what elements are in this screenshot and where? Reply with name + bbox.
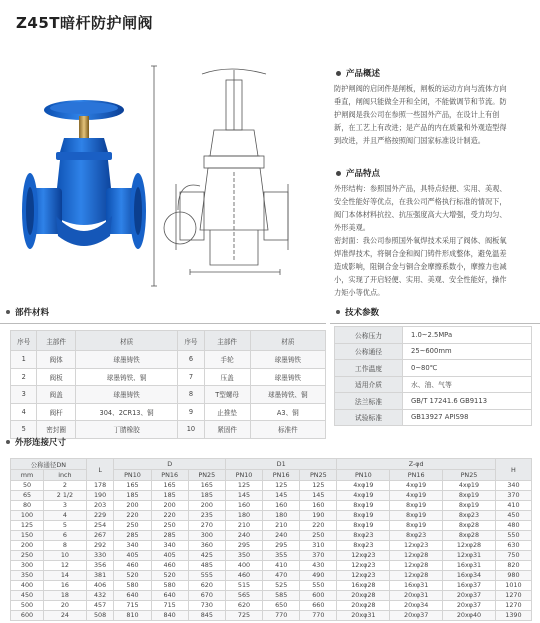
table-row: [11, 611, 532, 621]
table-cell: 3: [44, 501, 87, 511]
table-cell: 485: [188, 561, 225, 571]
table-cell: 8xφ19: [443, 491, 496, 501]
table-cell: 235: [188, 511, 225, 521]
table-cell: 4xφ19: [337, 481, 390, 491]
table-cell: 12xφ23: [337, 551, 390, 561]
table-cell: 355: [263, 551, 300, 561]
table-cell: 1.0~2.5MPa: [403, 327, 532, 344]
table-cell: 2 1/2: [44, 491, 87, 501]
table-cell: 650: [263, 601, 300, 611]
table-cell: 220: [114, 511, 151, 521]
bullet-icon: [6, 440, 10, 444]
table-cell: 200: [151, 501, 188, 511]
table-cell: 阀板: [37, 368, 76, 386]
table-row: [11, 511, 532, 521]
table-cell: 820: [495, 561, 531, 571]
table-cell: 730: [188, 601, 225, 611]
table-cell: 508: [86, 611, 114, 621]
table-cell: 550: [300, 581, 337, 591]
dims-section-bar: 外形连接尺寸: [0, 432, 540, 452]
table-cell: 8: [44, 541, 87, 551]
parts-section-bar: 部件材料: [0, 302, 326, 322]
table-cell: 手轮: [204, 351, 250, 369]
table-cell: 450: [11, 591, 44, 601]
table-cell: 125: [225, 481, 262, 491]
table-cell: 520: [151, 571, 188, 581]
table-cell: 185: [151, 491, 188, 501]
column-header: D1: [225, 459, 337, 470]
table-cell: 水、油、气等: [403, 376, 532, 393]
table-row: [11, 561, 532, 571]
table-cell: 工作温度: [335, 360, 403, 377]
table-cell: 295: [263, 541, 300, 551]
column-header: 序号: [178, 331, 204, 351]
table-cell: 330: [86, 551, 114, 561]
bullet-icon: [336, 310, 340, 314]
table-cell: 20xφ37: [443, 591, 496, 601]
table-cell: 125: [263, 481, 300, 491]
table-row: [335, 376, 532, 393]
table-cell: 980: [495, 571, 531, 581]
table-cell: 715: [151, 601, 188, 611]
table-cell: 660: [300, 601, 337, 611]
table-row: [11, 541, 532, 551]
table-cell: 725: [225, 611, 262, 621]
table-cell: 16xφ34: [443, 571, 496, 581]
table-cell: 300: [188, 531, 225, 541]
table-cell: 1390: [495, 611, 531, 621]
table-cell: 球墨铸铁: [75, 386, 177, 404]
table-cell: 8xφ19: [443, 501, 496, 511]
table-cell: 840: [151, 611, 188, 621]
table-cell: 8xφ19: [390, 521, 443, 531]
valve-drawing: [150, 60, 295, 292]
table-cell: 300: [11, 561, 44, 571]
column-header: mm: [11, 470, 44, 481]
table-cell: 160: [225, 501, 262, 511]
table-row: [11, 531, 532, 541]
table-cell: 525: [263, 581, 300, 591]
table-cell: 185: [114, 491, 151, 501]
table-cell: 240: [225, 531, 262, 541]
valve-photo: [20, 96, 148, 286]
table-cell: 845: [188, 611, 225, 621]
table-cell: 457: [86, 601, 114, 611]
table-cell: 150: [11, 531, 44, 541]
table-cell: 阀盖: [37, 386, 76, 404]
column-header: H: [495, 459, 531, 481]
table-cell: 295: [225, 541, 262, 551]
table-cell: 185: [188, 491, 225, 501]
table-cell: 180: [263, 511, 300, 521]
table-cell: 250: [114, 521, 151, 531]
table-cell: 565: [225, 591, 262, 601]
table-cell: 250: [300, 531, 337, 541]
table-cell: 405: [114, 551, 151, 561]
table-cell: 350: [11, 571, 44, 581]
table-cell: 4: [11, 403, 37, 421]
table-cell: 250: [151, 521, 188, 531]
table-cell: 580: [114, 581, 151, 591]
table-cell: 1270: [495, 591, 531, 601]
table-cell: 8xφ19: [390, 511, 443, 521]
table-cell: 356: [86, 561, 114, 571]
table-cell: 125: [300, 481, 337, 491]
table-cell: 430: [300, 561, 337, 571]
column-header: 序号: [11, 331, 37, 351]
table-cell: 50: [11, 481, 44, 491]
table-cell: 8xφ28: [443, 521, 496, 531]
table-row: [335, 327, 532, 344]
table-row: [11, 601, 532, 611]
table-cell: 5: [11, 421, 37, 439]
bullet-icon: [6, 310, 10, 314]
tech-section-bar: 技术参数: [330, 302, 540, 322]
table-cell: 480: [495, 521, 531, 531]
table-cell: 460: [225, 571, 262, 581]
table-cell: 12xφ31: [443, 551, 496, 561]
table-cell: 12xφ28: [390, 561, 443, 571]
table-cell: 190: [86, 491, 114, 501]
table-cell: 229: [86, 511, 114, 521]
table-cell: 292: [86, 541, 114, 551]
table-cell: 165: [151, 481, 188, 491]
table-cell: 6: [178, 351, 204, 369]
table-cell: 432: [86, 591, 114, 601]
table-cell: 2: [11, 368, 37, 386]
table-row: [11, 551, 532, 561]
table-cell: 200: [11, 541, 44, 551]
tech-table: [334, 326, 532, 426]
table-cell: 340: [151, 541, 188, 551]
table-row: [11, 491, 532, 501]
table-cell: 12xφ23: [337, 571, 390, 581]
table-cell: 340: [114, 541, 151, 551]
table-cell: 405: [151, 551, 188, 561]
table-cell: 640: [151, 591, 188, 601]
table-cell: 8xφ19: [390, 501, 443, 511]
table-cell: 20xφ28: [337, 601, 390, 611]
bullet-icon: [336, 171, 341, 176]
table-cell: 8xφ19: [337, 521, 390, 531]
table-cell: 585: [263, 591, 300, 601]
table-cell: 公称通径: [335, 343, 403, 360]
table-cell: 470: [263, 571, 300, 581]
column-header: 主部件: [204, 331, 250, 351]
table-cell: 220: [151, 511, 188, 521]
table-cell: 丁腈橡胶: [75, 421, 177, 439]
table-cell: 370: [495, 491, 531, 501]
table-cell: 20xφ28: [337, 591, 390, 601]
column-header: PN25: [300, 470, 337, 481]
table-cell: 425: [188, 551, 225, 561]
table-cell: 4xφ19: [443, 481, 496, 491]
column-header: 公称通径DN: [11, 459, 87, 470]
table-row: [11, 481, 532, 491]
features-text: 外形结构：参照国外产品，具特点轻便、实用、美观、 安全性能好等优点，在我公司严格执行标准的情况下， 阀门本体材料抗拉、抗压强度高大大增强，受力均匀、 外形美观。 密封面：我公司参照国外氧焊技术采用了阀体、阀板氧 焊准焊技术，将铜合金和阀门铸件形成整体，避免温差 造成影响，阻铜合金与铜合金摩擦系数小，摩擦力也减 小，实现了开启轻便、实用、美观、安全性能好，操作 力矩小等优点。: [334, 184, 507, 297]
table-cell: 210: [225, 521, 262, 531]
table-row: [11, 386, 326, 404]
dims-table: [10, 458, 532, 621]
table-cell: 1: [11, 351, 37, 369]
table-cell: 4xφ19: [390, 481, 443, 491]
table-cell: 515: [225, 581, 262, 591]
table-cell: 670: [188, 591, 225, 601]
table-cell: 7: [178, 368, 204, 386]
table-cell: 620: [225, 601, 262, 611]
table-cell: 267: [86, 531, 114, 541]
table-cell: 580: [151, 581, 188, 591]
table-cell: 球墨铸铁: [75, 351, 177, 369]
table-cell: 460: [151, 561, 188, 571]
table-cell: 公称压力: [335, 327, 403, 344]
table-cell: 520: [114, 571, 151, 581]
table-cell: 165: [114, 481, 151, 491]
table-cell: 400: [11, 581, 44, 591]
divider: [0, 323, 326, 324]
table-cell: 165: [188, 481, 225, 491]
table-cell: 8xφ19: [337, 511, 390, 521]
table-cell: 490: [300, 571, 337, 581]
table-cell: 304、2CR13、铜: [75, 403, 177, 421]
table-cell: 100: [11, 511, 44, 521]
table-row: [11, 571, 532, 581]
table-cell: 20xφ40: [443, 611, 496, 621]
table-cell: GB13927 APIS98: [403, 409, 532, 426]
column-header: PN16: [151, 470, 188, 481]
table-cell: 8xφ23: [337, 531, 390, 541]
page-title: Z45T暗杆防护闸阀: [16, 14, 153, 32]
table-row: [11, 351, 326, 369]
table-cell: 12: [44, 561, 87, 571]
table-cell: 20xφ37: [390, 611, 443, 621]
column-header: PN16: [390, 470, 443, 481]
table-cell: 254: [86, 521, 114, 531]
table-cell: 密封圈: [37, 421, 76, 439]
table-cell: 203: [86, 501, 114, 511]
table-cell: 80: [11, 501, 44, 511]
table-cell: 10: [178, 421, 204, 439]
table-cell: 630: [495, 541, 531, 551]
column-header: PN10: [337, 470, 390, 481]
table-cell: 6: [44, 531, 87, 541]
bullet-icon: [336, 71, 341, 76]
table-cell: 381: [86, 571, 114, 581]
table-cell: 285: [114, 531, 151, 541]
table-cell: 410: [495, 501, 531, 511]
table-cell: 4xφ19: [390, 491, 443, 501]
table-cell: 8xφ23: [443, 511, 496, 521]
table-cell: GB/T 17241.6 GB9113: [403, 393, 532, 410]
table-cell: 600: [300, 591, 337, 601]
column-header: L: [86, 459, 114, 481]
table-cell: 65: [11, 491, 44, 501]
table-cell: 8xφ19: [337, 501, 390, 511]
table-cell: 370: [300, 551, 337, 561]
table-cell: 190: [300, 511, 337, 521]
table-cell: 770: [300, 611, 337, 621]
overview-heading: 产品概述: [336, 67, 380, 79]
table-cell: 8xφ23: [337, 541, 390, 551]
table-cell: 压盖: [204, 368, 250, 386]
table-cell: 16xφ37: [443, 581, 496, 591]
table-row: [11, 521, 532, 531]
table-cell: 20xφ31: [390, 591, 443, 601]
table-row: [335, 343, 532, 360]
column-header: D: [114, 459, 226, 470]
table-cell: 适用介质: [335, 376, 403, 393]
table-cell: 2: [44, 481, 87, 491]
table-cell: 20xφ31: [337, 611, 390, 621]
table-row: [335, 393, 532, 410]
table-cell: 球墨铸铁: [250, 351, 325, 369]
table-cell: 14: [44, 571, 87, 581]
table-cell: 1270: [495, 601, 531, 611]
table-cell: 450: [495, 511, 531, 521]
column-header: 材质: [75, 331, 177, 351]
features-heading: 产品特点: [336, 167, 380, 179]
table-cell: 18: [44, 591, 87, 601]
table-cell: 阀杆: [37, 403, 76, 421]
table-cell: 12xφ28: [443, 541, 496, 551]
column-header: Z-φd: [337, 459, 495, 470]
table-cell: 球墨铸铁、铜: [250, 386, 325, 404]
table-cell: 250: [11, 551, 44, 561]
table-cell: 620: [188, 581, 225, 591]
parts-table: [10, 330, 326, 439]
table-row: [11, 403, 326, 421]
table-cell: 8xφ28: [443, 531, 496, 541]
table-cell: 法兰标准: [335, 393, 403, 410]
column-header: PN25: [188, 470, 225, 481]
table-cell: 球墨铸铁: [250, 368, 325, 386]
table-cell: 1010: [495, 581, 531, 591]
column-header: PN16: [263, 470, 300, 481]
table-cell: 紧固件: [204, 421, 250, 439]
column-header: PN10: [114, 470, 151, 481]
table-cell: 406: [86, 581, 114, 591]
table-cell: 8xφ23: [390, 531, 443, 541]
table-cell: 750: [495, 551, 531, 561]
table-cell: 20xφ34: [390, 601, 443, 611]
table-row: [11, 368, 326, 386]
table-cell: 180: [225, 511, 262, 521]
table-row: [11, 591, 532, 601]
table-row: [335, 360, 532, 377]
table-cell: 3: [11, 386, 37, 404]
table-cell: 200: [114, 501, 151, 511]
table-cell: 阀体: [37, 351, 76, 369]
table-cell: 20: [44, 601, 87, 611]
overview-text: 防护闸阀的启闭件是闸板，闸板的运动方向与流体方向 垂直，闸阀只能做全开和全闭，不能做调节和节流。防 护闸阀是我公司在参照一些国外产品，在设计上有创 新，在工艺上有改进；是产品的内在质量和外观造型得 到改进，并且严格按照阀门国家标准设计制造。: [334, 84, 507, 145]
table-header-row: [11, 331, 326, 351]
table-cell: 160: [263, 501, 300, 511]
table-cell: 16xφ31: [390, 581, 443, 591]
table-cell: 145: [300, 491, 337, 501]
column-header: PN25: [443, 470, 496, 481]
table-cell: 410: [263, 561, 300, 571]
table-row: [335, 409, 532, 426]
table-cell: 460: [114, 561, 151, 571]
column-header: inch: [44, 470, 87, 481]
table-cell: 20xφ37: [443, 601, 496, 611]
table-header-row: [11, 459, 532, 470]
table-cell: T型螺母: [204, 386, 250, 404]
table-cell: 555: [188, 571, 225, 581]
table-row: [11, 581, 532, 591]
table-cell: 5: [44, 521, 87, 531]
divider: [330, 323, 540, 324]
table-cell: 715: [114, 601, 151, 611]
column-header: 主部件: [37, 331, 76, 351]
table-cell: 球墨铸铁、铜: [75, 368, 177, 386]
table-cell: 600: [11, 611, 44, 621]
table-cell: 550: [495, 531, 531, 541]
table-cell: 340: [495, 481, 531, 491]
column-header: 材质: [250, 331, 325, 351]
table-cell: 145: [225, 491, 262, 501]
table-cell: 270: [188, 521, 225, 531]
table-row: [11, 501, 532, 511]
table-cell: 9: [178, 403, 204, 421]
table-cell: 400: [225, 561, 262, 571]
table-cell: 500: [11, 601, 44, 611]
table-cell: 200: [188, 501, 225, 511]
table-cell: 178: [86, 481, 114, 491]
table-cell: 12xφ23: [337, 561, 390, 571]
table-cell: 试验标准: [335, 409, 403, 426]
table-cell: 0~80℃: [403, 360, 532, 377]
table-cell: 4xφ19: [337, 491, 390, 501]
table-cell: 16xφ31: [443, 561, 496, 571]
table-cell: 285: [151, 531, 188, 541]
table-cell: 8: [178, 386, 204, 404]
table-cell: 640: [114, 591, 151, 601]
table-cell: 16: [44, 581, 87, 591]
table-cell: 350: [225, 551, 262, 561]
table-cell: 810: [114, 611, 151, 621]
table-cell: 125: [11, 521, 44, 531]
table-cell: 标准件: [250, 421, 325, 439]
table-cell: 10: [44, 551, 87, 561]
table-cell: 止推垫: [204, 403, 250, 421]
table-cell: A3、铜: [250, 403, 325, 421]
table-cell: 360: [188, 541, 225, 551]
table-cell: 160: [300, 501, 337, 511]
table-cell: 240: [263, 531, 300, 541]
table-cell: 210: [263, 521, 300, 531]
table-cell: 310: [300, 541, 337, 551]
table-cell: 770: [263, 611, 300, 621]
table-cell: 145: [263, 491, 300, 501]
table-cell: 4: [44, 511, 87, 521]
table-cell: 24: [44, 611, 87, 621]
table-cell: 12xφ23: [390, 541, 443, 551]
column-header: PN10: [225, 470, 262, 481]
table-cell: 16xφ28: [337, 581, 390, 591]
table-cell: 220: [300, 521, 337, 531]
table-cell: 25~600mm: [403, 343, 532, 360]
table-cell: 12xφ28: [390, 571, 443, 581]
table-cell: 12xφ28: [390, 551, 443, 561]
